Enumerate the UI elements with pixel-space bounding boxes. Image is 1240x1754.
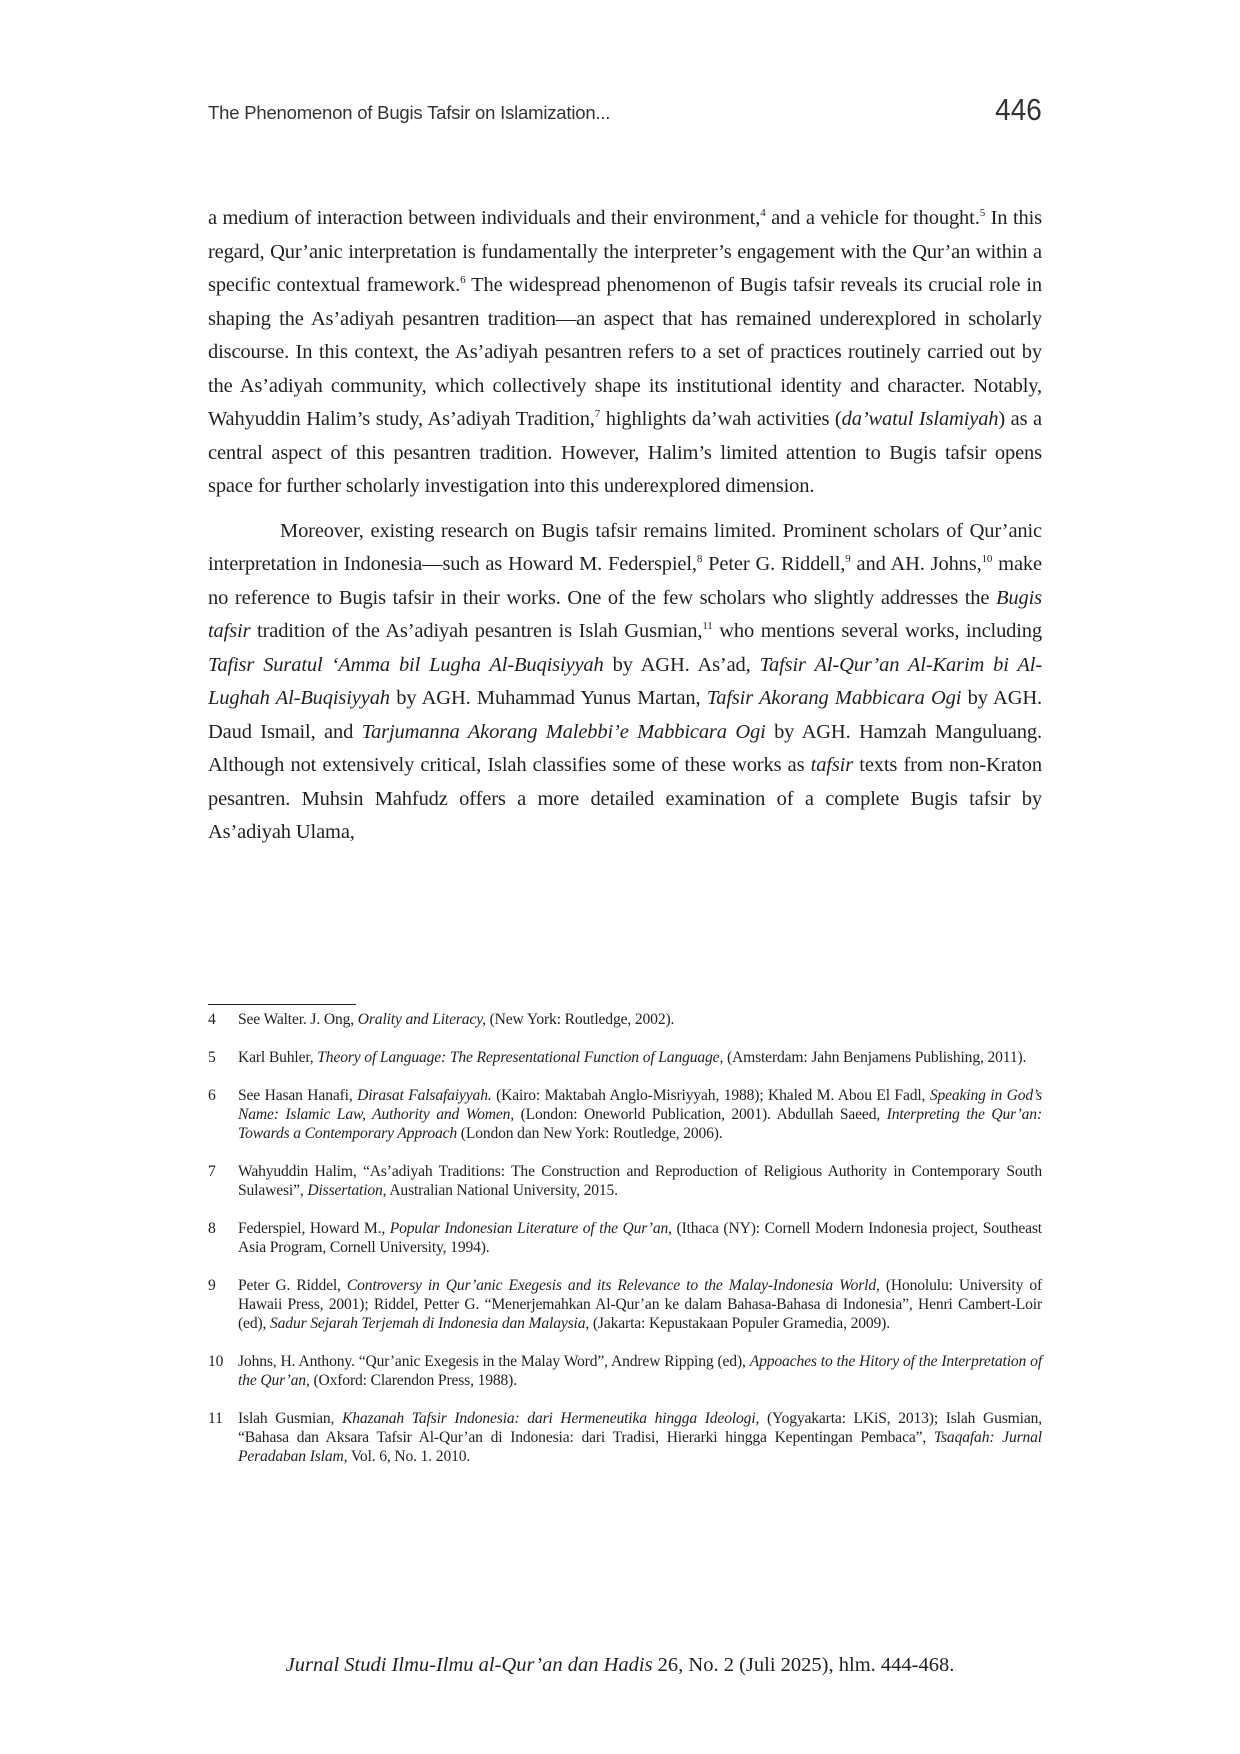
text-run: tradition of the As’adiyah pesantren is Islah Gusmian, bbox=[250, 620, 703, 642]
text-run: by AGH. Hamzah Manguluang. Although not extensively critical, Islah classifies some of these works as bbox=[208, 720, 1042, 776]
text-run: and AH. Johns, bbox=[850, 553, 982, 575]
footnote-number: 4 bbox=[208, 1011, 216, 1028]
text-run: See Walter. J. Ong, bbox=[238, 1011, 358, 1028]
paragraph bbox=[208, 515, 1042, 850]
journal-citation: 26, No. 2 (Juli 2025), hlm. 444-468. bbox=[652, 1654, 955, 1676]
italic-text: Orality and Literacy, bbox=[357, 1011, 486, 1028]
page-footer bbox=[0, 1654, 1240, 1677]
footnotes bbox=[208, 1010, 1042, 1485]
footnote-ref: 10 bbox=[981, 553, 993, 566]
italic-text: Tsaqafah: Jurnal Peradaban Islam, bbox=[238, 1429, 1042, 1465]
text-run: by AGH. Muhammad Yunus Martan, bbox=[389, 687, 707, 709]
body-text bbox=[208, 202, 1042, 861]
italic-text: Sadur Sejarah Terjemah di Indonesia dan Malaysia, bbox=[270, 1315, 590, 1332]
italic-text: Tafisr Suratul ‘Amma bil Lugha Al-Buqisiyyah bbox=[208, 653, 604, 676]
footnote-number: 7 bbox=[208, 1163, 216, 1180]
text-run: make no reference to Bugis tafsir in their works. One of the few scholars who slightly addresses the bbox=[208, 553, 1042, 609]
text-run: (Honolulu: University of Hawaii Press, 2001); Riddel, Petter G. “Menerjemahkan Al-Qur’an ke dalam Bahasa-Bahasa di Indonesia”, Henri Cambert-Loir (ed), bbox=[238, 1277, 1043, 1332]
text-run: ) as a central aspect of this pesantren tradition. However, Halim’s limited attention to Bugis tafsir opens space for further scholarly investigation into this underexplored dimension. bbox=[208, 408, 1042, 497]
text-run: by AGH. As’ad, bbox=[603, 653, 760, 676]
journal-name: Jurnal Studi Ilmu-Ilmu al-Qur’an dan Hadis bbox=[285, 1654, 653, 1676]
footnote-ref: 5 bbox=[979, 207, 986, 220]
text-run: Wahyuddin Halim, “As’adiyah Traditions: The Construction and Reproduction of Religious Authority in Contemporary South Sulawesi”, bbox=[238, 1163, 1042, 1199]
footnote-ref: 8 bbox=[696, 553, 703, 566]
text-run: (Jakarta: Kepustakaan Populer Gramedia, 2009). bbox=[589, 1315, 890, 1332]
italic-text: Bugis tafsir bbox=[208, 586, 1042, 642]
paragraph bbox=[208, 202, 1042, 504]
footnote-ref: 7 bbox=[594, 408, 601, 421]
text-run: (London dan New York: Routledge, 2006). bbox=[457, 1125, 723, 1142]
text-run: The widespread phenomenon of Bugis tafsir reveals its crucial role in shaping the As’adiyah pesantren tradition—an aspect that has remained underexplored in scholarly discourse. In this context, the As’adiyah pesantren refers to a set of practices routinely carried out by the As’adiyah community, which collectively shape its institutional identity and character. Notably, Wahyuddin Halim’s study, As’adiyah Tradition, bbox=[208, 274, 1042, 430]
footnote bbox=[208, 1276, 1042, 1333]
page-number: 446 bbox=[995, 92, 1042, 127]
text-run: highlights da’wah activities ( bbox=[600, 408, 842, 430]
text-run: Karl Buhler, bbox=[238, 1049, 318, 1066]
footnote-divider bbox=[208, 1004, 356, 1005]
italic-text: Appoaches to the Hitory of the Interpretation of the Qur’an, bbox=[238, 1353, 1043, 1389]
text-run: texts from non-Kraton pesantren. Muhsin Mahfudz offers a more detailed examination of a complete Bugis tafsir by As’adiyah Ulama, bbox=[208, 754, 1042, 843]
italic-text: da’watul Islamiyah bbox=[841, 408, 999, 430]
italic-text: Theory of Language: The Representational Function of Language, bbox=[317, 1049, 724, 1066]
page-header bbox=[208, 92, 1042, 132]
italic-text: Controversy in Qur’anic Exegesis and its Relevance to the Malay-Indonesia World, bbox=[346, 1277, 880, 1294]
footnote bbox=[208, 1409, 1042, 1466]
italic-text: tafsir bbox=[810, 754, 854, 776]
italic-text: Dissertation, bbox=[307, 1182, 387, 1199]
text-run: Peter G. Riddel, bbox=[238, 1277, 347, 1294]
text-run: In this regard, Qur’anic interpretation is fundamentally the interpreter’s engagement with the Qur’an within a specific contextual framework. bbox=[208, 207, 1042, 296]
italic-text: Tafsir Akorang Mabbicara Ogi bbox=[706, 687, 962, 709]
footnote bbox=[208, 1352, 1042, 1390]
italic-text: Popular Indonesian Literature of the Qur’an bbox=[389, 1220, 669, 1237]
text-run: Vol. 6, No. 1. 2010. bbox=[347, 1448, 471, 1465]
footnote bbox=[208, 1048, 1042, 1067]
text-run: , (Ithaca (NY): Cornell Modern Indonesia project, Southeast Asia Program, Cornell University, 1994). bbox=[238, 1220, 1042, 1256]
footnote bbox=[208, 1086, 1042, 1143]
italic-text: Speaking in God’s Name: Islamic Law, Authority and Women, bbox=[238, 1087, 1042, 1123]
footnote-number: 5 bbox=[208, 1049, 216, 1066]
running-title: The Phenomenon of Bugis Tafsir on Islamization... bbox=[208, 102, 611, 123]
text-run: Australian National University, 2015. bbox=[386, 1182, 618, 1199]
footnote-number: 6 bbox=[208, 1087, 216, 1104]
footnote-ref: 6 bbox=[460, 274, 466, 287]
text-run: (London: Oneworld Publication, 2001). Abdullah Saeed, bbox=[514, 1106, 887, 1123]
text-run: Federspiel, Howard M., bbox=[238, 1220, 390, 1237]
footnote-number: 9 bbox=[208, 1277, 216, 1294]
footnote bbox=[208, 1162, 1042, 1200]
footnote-ref: 11 bbox=[702, 620, 713, 633]
text-run: and a vehicle for thought. bbox=[765, 207, 980, 229]
italic-text: Tarjumanna Akorang Malebbi’e Mabbicara Ogi bbox=[361, 720, 766, 743]
text-run: a medium of interaction between individuals and their environment, bbox=[208, 207, 761, 229]
footnote-number: 11 bbox=[208, 1410, 223, 1427]
italic-text: Interpreting the Qur’an: Towards a Contemporary Approach bbox=[238, 1106, 1042, 1142]
text-run: (Yogyakarta: LKiS, 2013); Islah Gusmian, “Bahasa dan Aksara Tafsir Al-Qur’an di Indonesia: dari Tradisi, Hierarki hingga Kepentingan Pembaca”, bbox=[238, 1410, 1042, 1446]
text-run: (Oxford: Clarendon Press, 1988). bbox=[309, 1372, 517, 1389]
text-run: (Kairo: Maktabah Anglo-Misriyyah, 1988); Khaled M. Abou El Fadl, bbox=[491, 1087, 930, 1104]
italic-text: Tafsir Al-Qur’an Al-Karim bi Al-Lughah Al-Buqisiyyah bbox=[208, 653, 1043, 709]
footnote-ref: 9 bbox=[845, 553, 851, 566]
text-run: by AGH. Daud Ismail, and bbox=[208, 687, 1042, 743]
footnote-number: 10 bbox=[208, 1353, 224, 1370]
footnote bbox=[208, 1010, 1042, 1029]
text-run: See Hasan Hanafi, bbox=[238, 1087, 358, 1104]
footnote bbox=[208, 1219, 1042, 1257]
text-run: Moreover, existing research on Bugis tafsir remains limited. Prominent scholars of Qur’anic interpretation in Indonesia—such as Howard M. Federspiel, bbox=[208, 519, 1042, 575]
text-run: Peter G. Riddell, bbox=[702, 553, 846, 575]
text-run: Johns, H. Anthony. “Qur’anic Exegesis in the Malay Word”, Andrew Ripping (ed), bbox=[238, 1353, 750, 1370]
text-run: Islah Gusmian, bbox=[238, 1410, 342, 1427]
footnote-number: 8 bbox=[208, 1220, 216, 1237]
italic-text: Dirasat Falsafaiyyah. bbox=[357, 1087, 492, 1104]
text-run: (New York: Routledge, 2002). bbox=[485, 1011, 675, 1028]
text-run: (Amsterdam: Jahn Benjamens Publishing, 2011). bbox=[723, 1049, 1027, 1066]
footnote-ref: 4 bbox=[760, 207, 766, 220]
italic-text: Khazanah Tafsir Indonesia: dari Hermeneutika hingga Ideologi, bbox=[341, 1410, 760, 1427]
text-run: who mentions several works, including bbox=[712, 620, 1043, 642]
